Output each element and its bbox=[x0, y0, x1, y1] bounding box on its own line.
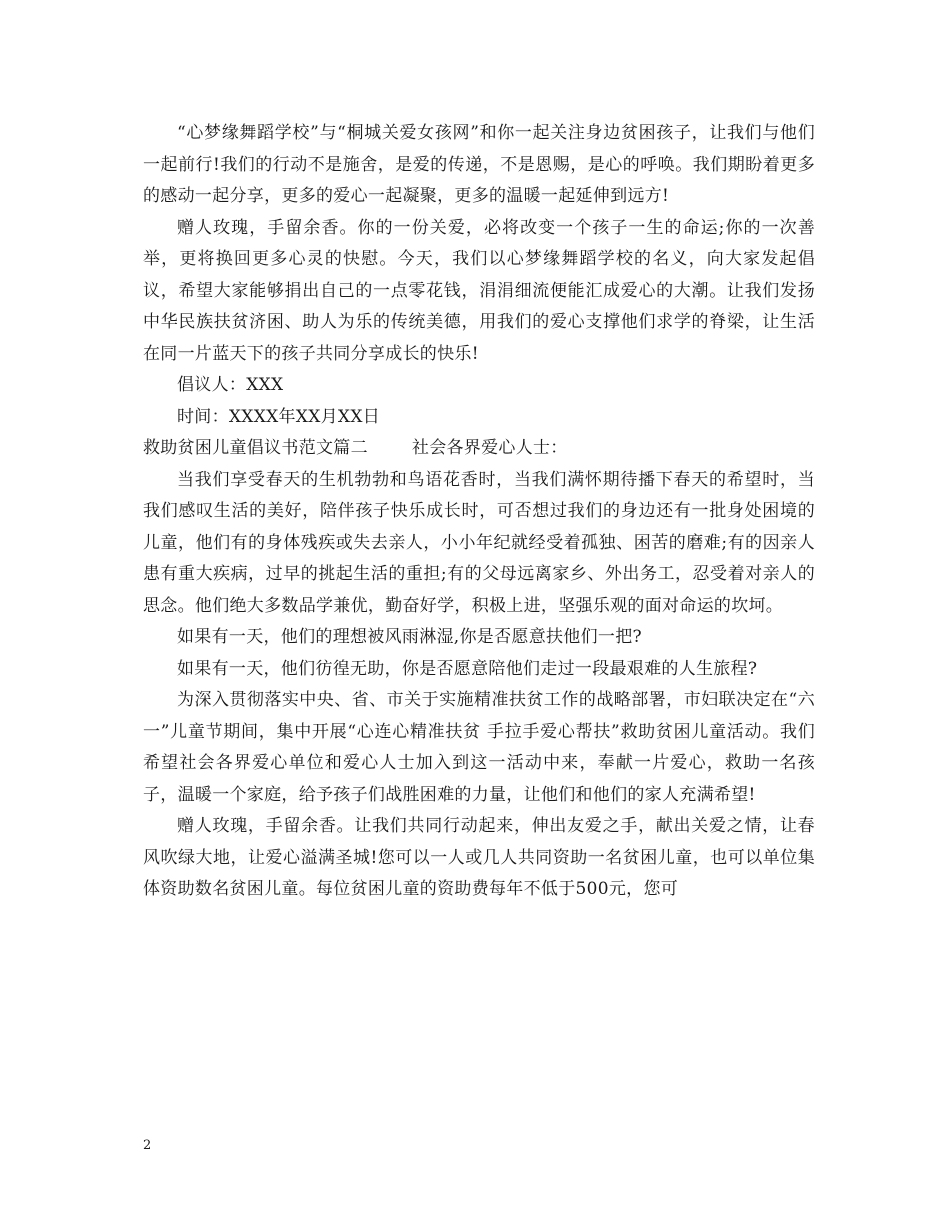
initiator-line: 倡议人：XXX bbox=[177, 375, 284, 395]
paragraph-poverty-action: 为深入贯彻落实中央、省、市关于实施精准扶贫工作的战略部署，市妇联决定在“六一”儿童节期间，集中开展“心连心精准扶贫 手拉手爱心帮扶”救助贫困儿童活动。我们希望社会各界爱心单位和爱心人士加入到这一活动中来，奉献一片爱心，救助一名孩子，温暖一个家庭，给予孩子们战胜困难的力量，让他们和他们的家人充满希望! bbox=[143, 690, 815, 805]
paragraph-spring: 当我们享受春天的生机勃勃和鸟语花香时，当我们满怀期待播下春天的希望时，当我们感叹生活的美好，陪伴孩子快乐成长时，可否想过我们的身边还有一批身处困境的儿童，他们有的身体残疾或失去亲人，小小年纪就经受着孤独、困苦的磨难;有的因亲人患有重大疾病，过早的挑起生活的重担;有的父母远离家乡、外出务工，忍受着对亲人的思念。他们绝大多数品学兼优，勤奋好学，积极上进，坚强乐观的面对命运的坎坷。 bbox=[143, 469, 815, 616]
paragraph-gift-roses: 赠人玫瑰，手留余香。你的一份关爱，必将改变一个孩子一生的命运;你的一次善举，更将换回更多心灵的快慰。今天，我们以心梦缘舞蹈学校的名义，向大家发起倡议，希望大家能够捐出自己的一点零花钱，涓涓细流便能汇成爱心的大潮。让我们发扬中华民族扶贫济困、助人为乐的传统美德，用我们的爱心支撑他们求学的脊梁，让生活在同一片蓝天下的孩子共同分享成长的快乐! bbox=[143, 217, 815, 364]
section-title: 救助贫困儿童倡议书范文篇二 bbox=[143, 438, 368, 458]
page-number: 2 bbox=[143, 1138, 152, 1153]
paragraph-if-helpless: 如果有一天，他们彷徨无助，你是否愿意陪他们走过一段最艰难的人生旅程? bbox=[177, 658, 758, 679]
salutation: 社会各界爱心人士： bbox=[411, 438, 568, 458]
document-body bbox=[143, 118, 815, 906]
paragraph-initiative-intro: “心梦缘舞蹈学校”与“桐城关爱女孩网”和你一起关注身边贫困孩子，让我们与他们一起前行!我们的行动不是施舍，是爱的传递，不是恩赐，是心的呼唤。我们期盼着更多的感动一起分享，更多的爱心一起凝聚，更多的温暖一起延伸到远方! bbox=[143, 123, 815, 206]
section-heading-line bbox=[143, 433, 815, 465]
paragraph-if-dreams: 如果有一天，他们的理想被风雨淋湿,你是否愿意扶他们一把? bbox=[177, 627, 642, 647]
date-line: 时间：XXXX年XX月XX日 bbox=[177, 406, 381, 427]
paragraph-call-to-action: 赠人玫瑰，手留余香。让我们共同行动起来，伸出友爱之手，献出关爱之情，让春风吹绿大地，让爱心溢满圣城!您可以一人或几人共同资助一名贫困儿童，也可以单位集体资助数名贫困儿童。每位贫困儿童的资助费每年不低于500元，您可 bbox=[143, 816, 815, 899]
